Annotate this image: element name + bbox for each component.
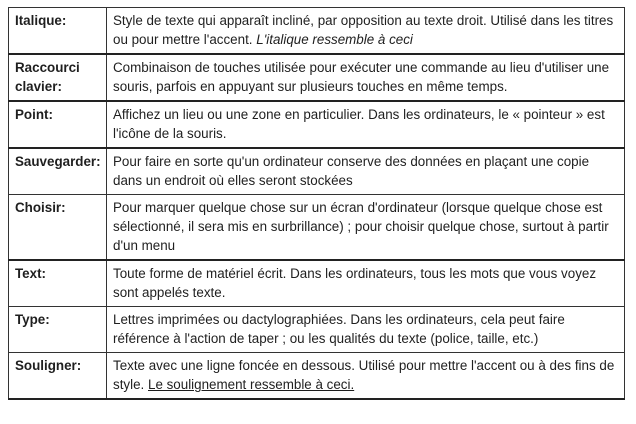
term-cell: Raccourci clavier:	[9, 54, 107, 101]
table-row	[9, 148, 625, 195]
definition-cell	[107, 101, 625, 148]
definition-text: Lettres imprimées ou dactylographiées. Dans les ordinateurs, cela peut faire référence à l'action de taper ; ou les qualités du texte (police, taille, etc.)	[113, 312, 565, 346]
definition-cell	[107, 260, 625, 307]
definition-cell	[107, 54, 625, 101]
definition-text: Pour faire en sorte qu'un ordinateur conserve des données en plaçant une copie dans un endroit où elles seront stockées	[113, 154, 590, 188]
term-cell: Sauvegarder:	[9, 148, 107, 195]
term-cell: Type:	[9, 307, 107, 353]
table-row	[9, 353, 625, 400]
definition-text: Toute forme de matériel écrit. Dans les ordinateurs, tous les mots que vous voyez sont appelés texte.	[113, 266, 597, 300]
term-cell: Choisir:	[9, 195, 107, 261]
term-cell: Point:	[9, 101, 107, 148]
term-cell: Italique:	[9, 8, 107, 55]
definition-cell	[107, 353, 625, 400]
table-row	[9, 8, 625, 55]
example-underline: Le soulignement ressemble à ceci.	[148, 377, 355, 392]
definition-cell	[107, 195, 625, 261]
definition-cell	[107, 8, 625, 55]
table-row	[9, 260, 625, 307]
glossary-table	[8, 7, 625, 400]
table-row	[9, 195, 625, 261]
definition-text: Texte avec une ligne foncée en dessous. Utilisé pour mettre l'accent ou à des fins de style.	[113, 358, 615, 392]
example-italic: L'italique ressemble à ceci	[256, 32, 413, 47]
definition-cell	[107, 148, 625, 195]
term-cell: Souligner:	[9, 353, 107, 400]
table-row	[9, 54, 625, 101]
definition-text: Pour marquer quelque chose sur un écran d'ordinateur (lorsque quelque chose est sélectionné, il sera mis en surbrillance) ; pour choisir quelque chose, surtout à partir d'un menu	[113, 200, 609, 253]
definition-text: Combinaison de touches utilisée pour exécuter une commande au lieu d'utiliser une souris, parfois en appuyant sur plusieurs touches en même temps.	[113, 60, 610, 94]
definition-cell	[107, 307, 625, 353]
definition-text: Affichez un lieu ou une zone en particulier. Dans les ordinateurs, le « pointeur » est l'icône de la souris.	[113, 107, 605, 141]
table-row	[9, 101, 625, 148]
term-cell: Text:	[9, 260, 107, 307]
definition-text: Style de texte qui apparaît incliné, par opposition au texte droit. Utilisé dans les titres ou pour mettre l'accent.	[113, 13, 614, 47]
table-row	[9, 307, 625, 353]
